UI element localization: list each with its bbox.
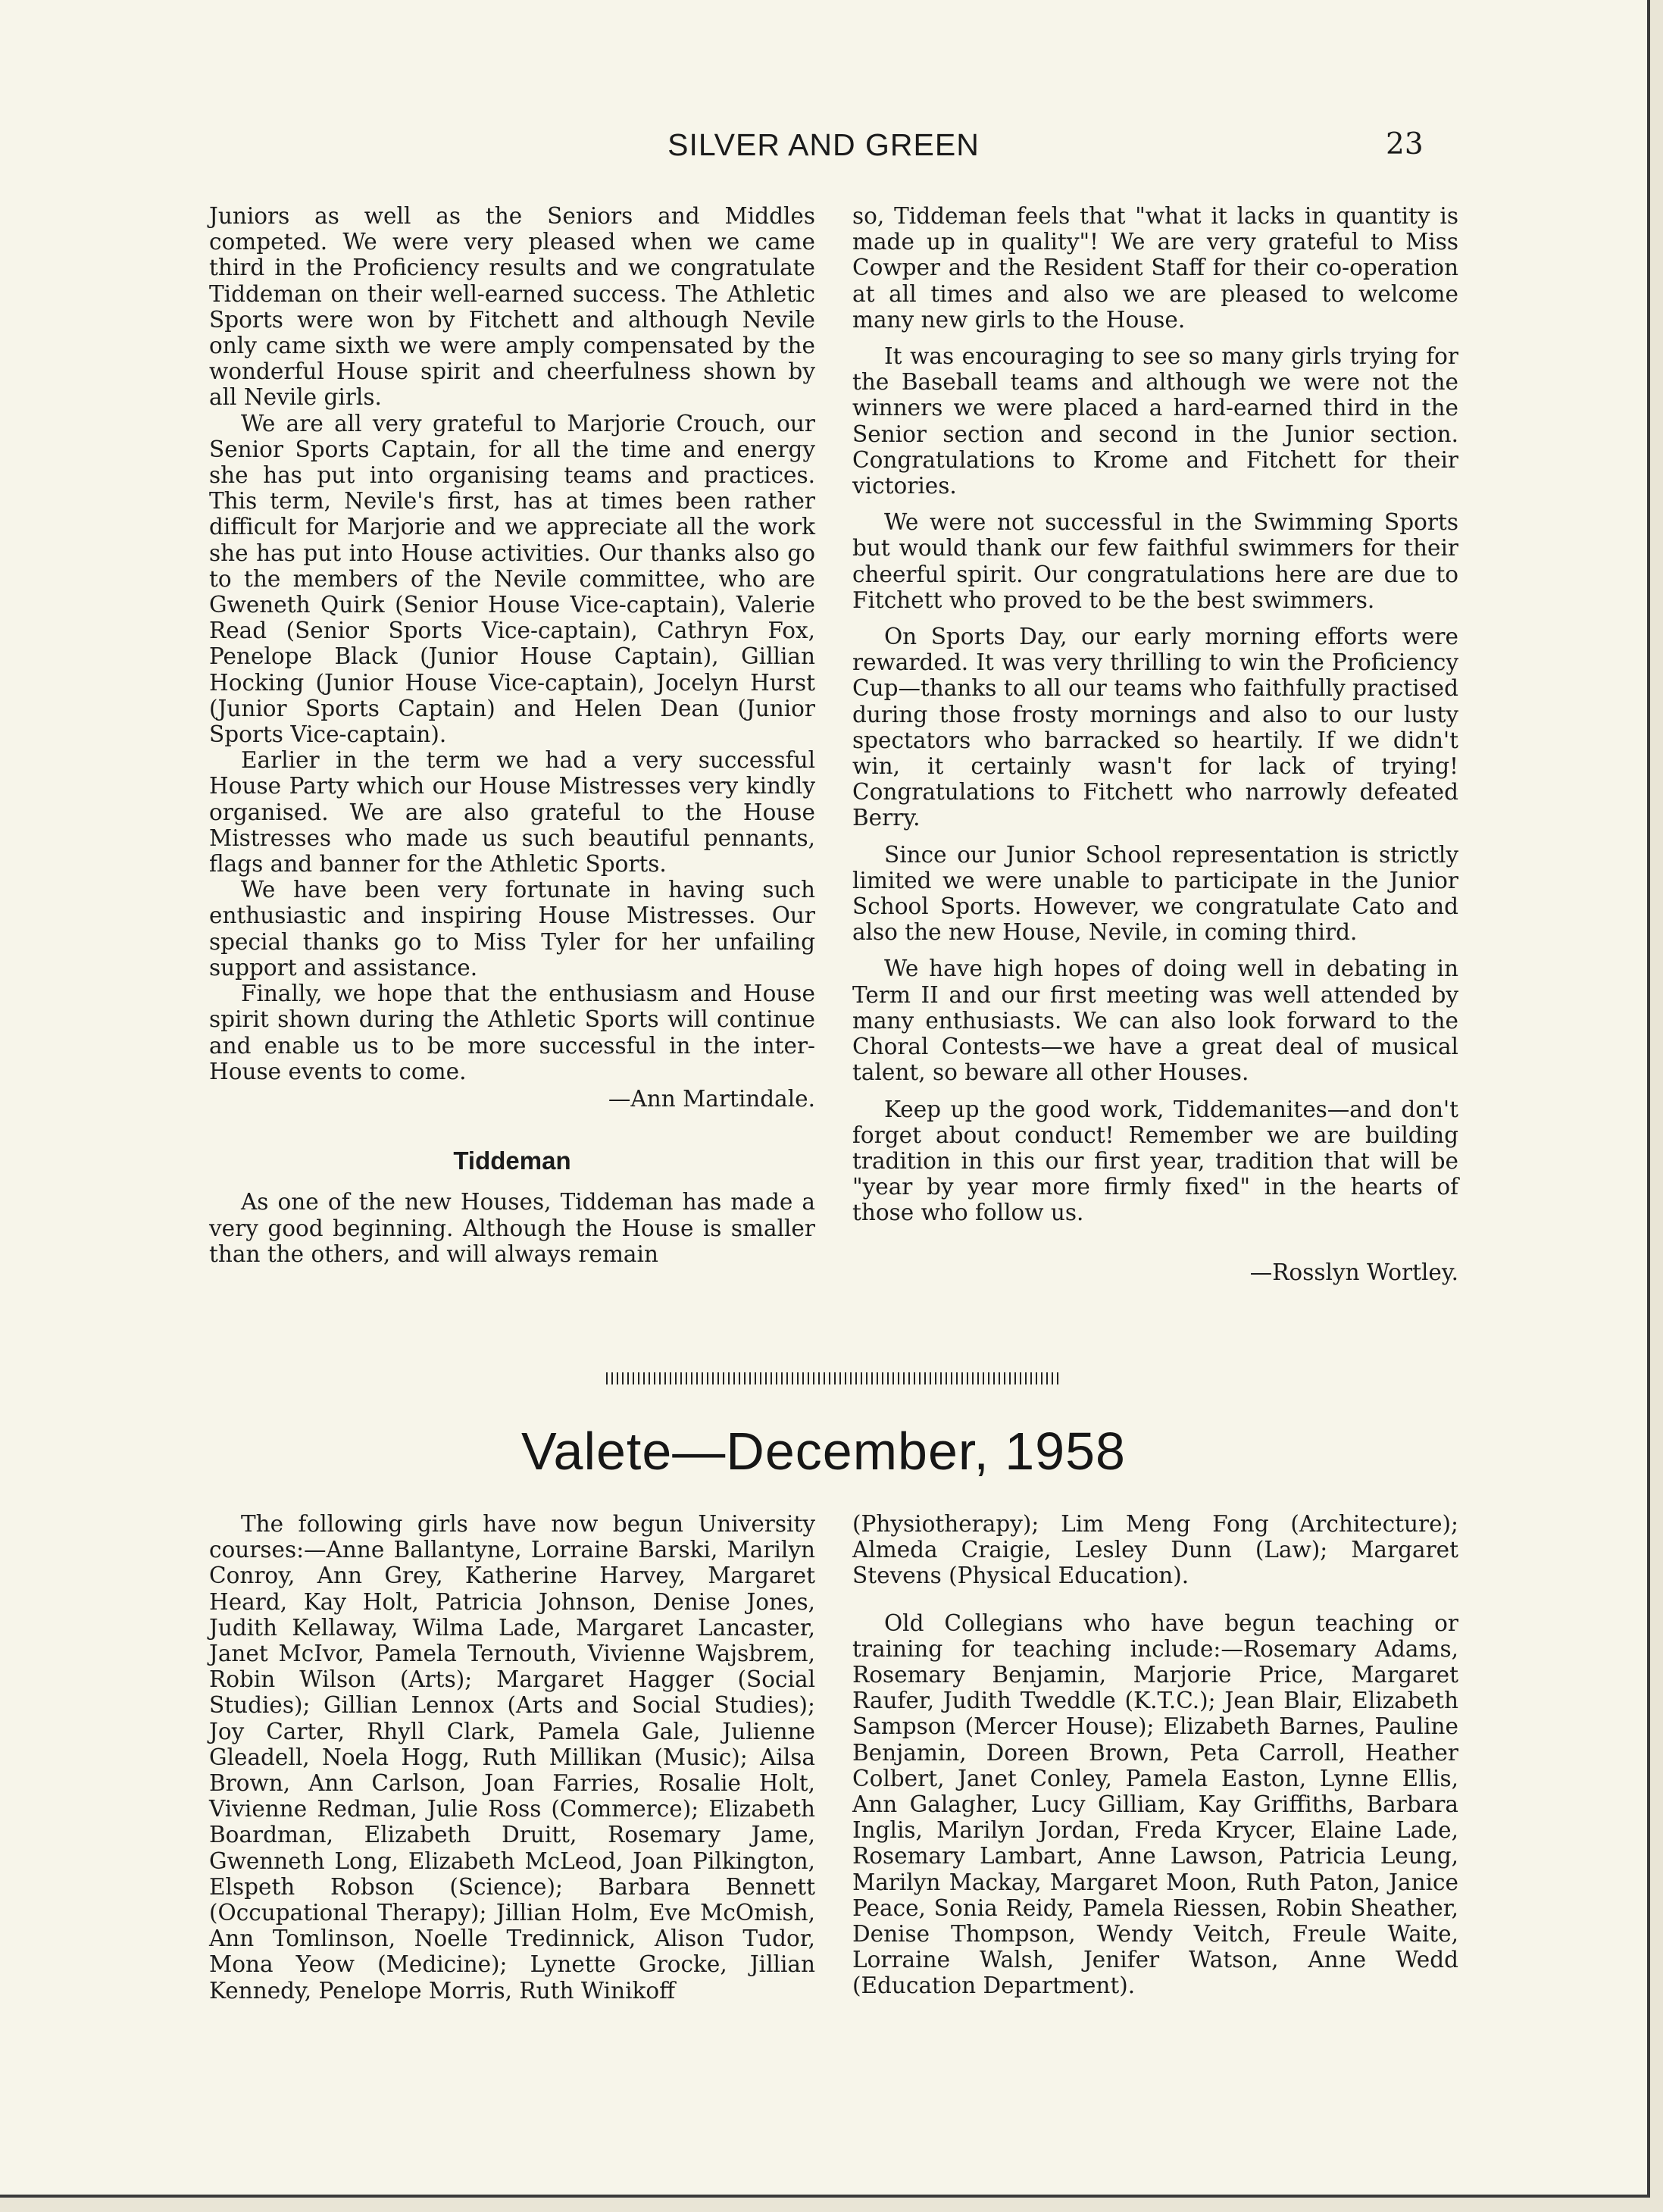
valete-university-paragraph: The following girls have now begun University courses:—Anne Ballantyne, Lorraine Barski, Marilyn Conroy, Ann Grey, Katherine Harvey, Margaret Heard, Kay Holt, Patricia Johnson, Denise Jones, Judith Kellaway, Wilma Lade, Margaret Lancaster, Janet McIvor, Pamela Ternouth, Vivienne Wajsbrem, Robin Wilson (Arts); Margaret Hagger (Social Studies); Gillian Lennox (Arts and Social Studies); Joy Carter, Rhyll Clark, Pamela Gale, Julienne Gleadell, Noela Hogg, Ruth Millikan (Music); Ailsa Brown, Ann Carlson, Joan Farries, Rosalie Holt, Vivienne Redman, Julie Ross (Commerce); Elizabeth Boardman, Elizabeth Druitt, Rosemary Jame, Gwenneth Long, Elizabeth McLeod, Joan Pilkington, Elspeth Robson (Science); Barbara Bennett (Occupational Therapy); Jillian Holm, Eve McOmish, Ann Tomlinson, Noelle Tredinnick, Alison Tudor, Mona Yeow (Medicine); Lynette Grocke, Jillian Kennedy, Penelope Morris, Ruth Winikoff: [209, 1511, 815, 2004]
left-column: [209, 203, 815, 1267]
nevile-paragraph-3: Earlier in the term we had a very successful House Party which our House Mistresses very kindly organised. We are also grateful to the House Mistresses who made us such beautiful pennants, flags and banner for the Athletic Sports.: [209, 747, 815, 878]
page-number: 23: [1386, 127, 1424, 161]
nevile-signature: —Ann Martindale.: [608, 1085, 815, 1112]
tiddeman-intro-paragraph: As one of the new Houses, Tiddeman has made a very good beginning. Although the House is smaller than the others, and will always remain: [209, 1189, 815, 1267]
valete-left-column: [209, 1511, 815, 2004]
nevile-paragraph-5: Finally, we hope that the enthusiasm and House spirit shown during the Athletic Sports will continue and enable us to be more successful in the inter-House events to come.: [209, 981, 815, 1084]
valete-right-column: [852, 1511, 1458, 1999]
tiddeman-paragraph-1: so, Tiddeman feels that "what it lacks in quantity is made up in quality"! We are very grateful to Miss Cowper and the Resident Staff for their co-operation at all times and also we are pleased to welcome many new girls to the House.: [852, 203, 1458, 333]
nevile-paragraph-1: Juniors as well as the Seniors and Middles competed. We were very pleased when we came third in the Proficiency results and we congratulate Tiddeman on their well-earned success. The Athletic Sports were won by Fitchett and although Nevile only came sixth we were amply compensated by the wonderful House spirit and cheerfulness shown by all Nevile girls.: [209, 203, 815, 411]
valete-continued-paragraph: (Physiotherapy); Lim Meng Fong (Architecture); Almeda Craigie, Lesley Dunn (Law); Margaret Stevens (Physical Education).: [852, 1511, 1458, 1589]
section-divider: [606, 1372, 1061, 1384]
tiddeman-paragraph-2: It was encouraging to see so many girls trying for the Baseball teams and although we were not the winners we were placed a hard-earned third in the Senior section and second in the Junior section. Congratulations to Krome and Fitchett for their victories.: [852, 343, 1458, 499]
valete-heading: Valete—December, 1958: [521, 1422, 1126, 1481]
tiddeman-paragraph-6: We have high hopes of doing well in debating in Term II and our first meeting was well attended by many enthusiasts. We can also look forward to the Choral Contests—we have a great deal of musical talent, so beware all other Houses.: [852, 956, 1458, 1086]
nevile-paragraph-2: We are all very grateful to Marjorie Crouch, our Senior Sports Captain, for all the time and energy she has put into organising teams and practices. This term, Nevile's first, has at times been rather difficult for Marjorie and we appreciate all the work she has put into House activities. Our thanks also go to the members of the Nevile committee, who are Gweneth Quirk (Senior House Vice-captain), Valerie Read (Senior Sports Vice-captain), Cathryn Fox, Penelope Black (Junior House Captain), Gillian Hocking (Junior House Vice-captain), Jocelyn Hurst (Junior Sports Captain) and Helen Dean (Junior Sports Vice-captain).: [209, 410, 815, 748]
tiddeman-paragraph-3: We were not successful in the Swimming Sports but would thank our few faithful swimmers for their cheerful spirit. Our congratulations here are due to Fitchett who proved to be the best swimmers.: [852, 509, 1458, 613]
valete-teaching-paragraph: Old Collegians who have begun teaching or training for teaching include:—Rosemary Adams, Rosemary Benjamin, Marjorie Price, Margaret Raufer, Judith Tweddle (K.T.C.); Jean Blair, Elizabeth Sampson (Mercer House); Elizabeth Barnes, Pauline Benjamin, Doreen Brown, Peta Carroll, Heather Colbert, Janet Conley, Pamela Easton, Lynne Ellis, Ann Galagher, Lucy Gilliam, Kay Griffiths, Barbara Inglis, Marilyn Jordan, Freda Krycer, Elaine Lade, Rosemary Lambart, Anne Lawson, Patricia Leung, Marilyn Mackay, Margaret Moon, Ruth Paton, Janice Peace, Sonia Reidy, Pamela Riessen, Robin Sheather, Denise Thompson, Wendy Veitch, Freule Waite, Lorraine Walsh, Jenifer Watson, Anne Wedd (Education Department).: [852, 1610, 1458, 1999]
tiddeman-paragraph-4: On Sports Day, our early morning efforts were rewarded. It was very thrilling to win the Proficiency Cup—thanks to all our teams who faithfully practised during those frosty mornings and also to our lusty spectators who barracked so heartily. If we didn't win, it certainly wasn't for lack of trying! Congratulations to Fitchett who narrowly defeated Berry.: [852, 624, 1458, 831]
nevile-paragraph-4: We have been very fortunate in having such enthusiastic and inspiring House Mistresses. Our special thanks go to Miss Tyler for her unfailing support and assistance.: [209, 877, 815, 981]
tiddeman-paragraph-7: Keep up the good work, Tiddemanites—and don't forget about conduct! Remember we are building tradition in this our first year, tradition that will be "year by year more firmly fixed" in the hearts of those who follow us.: [852, 1096, 1458, 1226]
running-header: SILVER AND GREEN: [667, 127, 980, 162]
tiddeman-paragraph-5: Since our Junior School representation is strictly limited we were unable to participate in the Junior School Sports. However, we congratulate Cato and also the new House, Nevile, in coming third.: [852, 841, 1458, 946]
tiddeman-signature: —Rosslyn Wortley.: [1249, 1259, 1458, 1285]
right-column: [852, 203, 1458, 1285]
tiddeman-heading: Tiddeman: [453, 1147, 571, 1175]
